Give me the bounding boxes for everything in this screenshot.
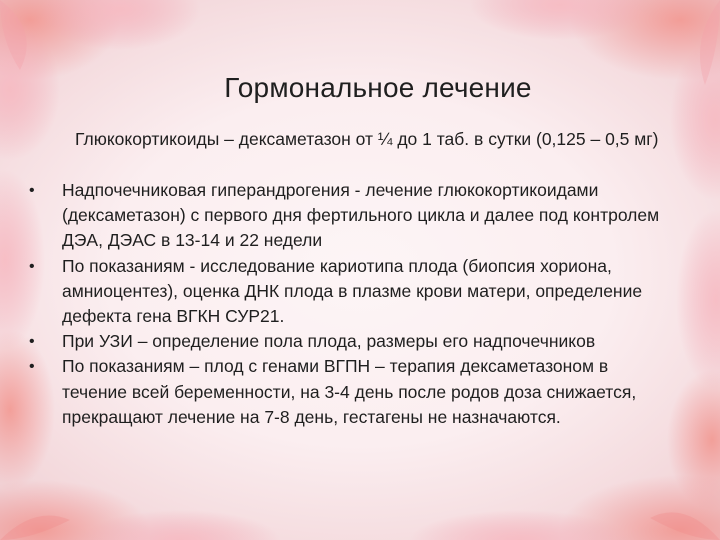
list-item-text: По показаниям - исследование кариотипа плода (биопсия хориона, амниоцентез), оценка ДНК плода в плазме крови матери, определение дефекта гена ВГКН СУР21.: [62, 255, 643, 327]
bullet-list: [29, 178, 668, 430]
list-item-text: При УЗИ – определение пола плода, размеры его надпочечников: [62, 331, 596, 352]
list-item-text: Надпочечниковая гиперандрогения - лечение глюкокортикоидами (дексаметазон) с первого дня фертильного цикла и далее под контролем ДЭА, ДЭАС в 13-14 и 22 недели: [62, 180, 660, 251]
bullet-icon: •: [29, 333, 35, 351]
bullet-icon: •: [29, 358, 35, 376]
bullet-icon: •: [29, 182, 35, 199]
slide-title: Гормональное лечение: [224, 72, 532, 103]
intro-text: Глюкокортикоиды – дексаметазон от ¼ до 1 таб. в сутки (0,125 – 0,5 мг): [75, 129, 659, 149]
bullet-icon: •: [29, 257, 35, 275]
list-item: [29, 354, 668, 430]
list-item-text: По показаниям – плод с генами ВГПН – терапия дексаметазоном в течение всей беременности, на 3-4 день после родов доза снижается, прекращают лечение на 7-8 день, гестагены не назначаются.: [62, 356, 637, 427]
list-item: [29, 254, 668, 330]
list-item: [29, 329, 668, 354]
list-item: [29, 178, 668, 254]
